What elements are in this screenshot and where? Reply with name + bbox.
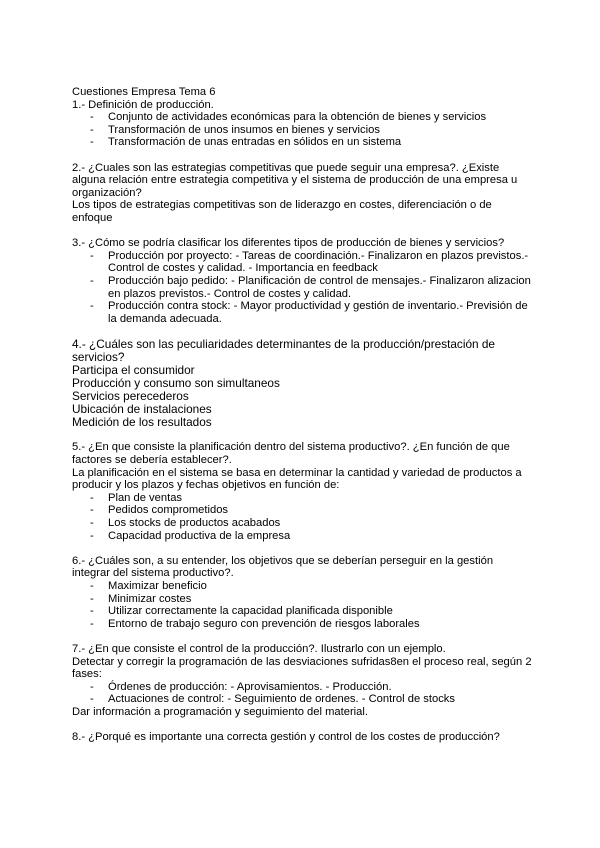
list-item: - Los stocks de productos acabados [72,517,534,530]
list-item: - Producción bajo pedido: - Planificación de control de mensajes.- Finalizaron alizacion en plazos previstos.- Control de costes y calidad. [72,275,534,300]
q3-list [72,250,534,326]
document-body [72,86,534,744]
list-item: - Utilizar correctamente la capacidad planificada disponible [72,605,534,618]
question-2: 2.- ¿Cuales son las estrategias competitivas que puede seguir una empresa?. ¿Existe alguna relación entre estrategia competitiva y el sistema de producción de una empresa u organización? [72,161,518,199]
answer-7: Detectar y corregir la programación de las desviaciones sufridas8en el proceso real, según 2 fases: [72,655,532,681]
question-7: 7.- ¿En que consiste el control de la producción?. Ilustrarlo con un ejemplo. [72,642,446,655]
list-item: - Minimizar costes [72,593,534,606]
list-item: - Entorno de trabajo seguro con prevención de riesgos laborales [72,618,534,631]
answer-4-line: Ubicación de instalaciones [72,401,212,416]
list-item: - Actuaciones de control: - Seguimiento de ordenes. - Control de stocks [72,693,534,706]
answer-5: La planificación en el sistema se basa en determinar la cantidad y variedad de productos a producir y los plazos y fechas objetivos en función de: [72,466,522,492]
list-item: - Órdenes de producción: - Aprovisamientos. - Producción. [72,681,534,694]
answer-4-line: Medición de los resultados [72,414,212,429]
answer-2: Los tipos de estrategias competitivas son de liderazgo en costes, diferenciación o de enfoque [72,199,492,224]
question-5: 5.- ¿En que consiste la planificación dentro del sistema productivo?. ¿En función de que factores se debería establecer?. [72,441,510,467]
q6-list [72,580,534,630]
list-item: - Maximizar beneficio [72,580,534,593]
list-item: - Plan de ventas [72,492,534,505]
question-6: 6.- ¿Cuáles son, a su entender, los objetivos que se deberían perseguir en la gestión integrar del sistema productivo?. [72,554,494,580]
list-item: - Producción por proyecto: - Tareas de coordinación.- Finalizaron en plazos previstos.- Control de costes y calidad. - Importancia en feedback [72,250,534,275]
question-4: 4.- ¿Cuáles son las peculiaridades determinantes de la producción/prestación de servicios? [72,336,495,364]
q1-list [72,111,534,149]
question-8: 8.- ¿Porqué es importante una correcta gestión y control de los costes de producción? [72,731,500,744]
answer-4-line: Servicios perecederos [72,388,189,403]
list-item: - Producción contra stock: - Mayor productividad y gestión de inventario.- Previsión de la demanda adecuada. [72,300,534,325]
list-item: - Transformación de unas entradas en sólidos en un sistema [72,136,534,149]
answer-4-line: Participa el consumidor [72,362,195,377]
answer-4-line: Producción y consumo son simultaneos [72,375,280,390]
q7-list [72,681,534,706]
list-item: - Capacidad productiva de la empresa [72,530,534,543]
list-item: - Conjunto de actividades económicas para la obtención de bienes y servicios [72,111,534,124]
question-1: 1.- Definición de producción. [72,98,214,111]
answer-7-closing: Dar información a programación y seguimiento del material. [72,705,368,718]
document-title: Cuestiones Empresa Tema 6 [72,86,216,98]
q5-list [72,492,534,542]
list-item: - Pedidos comprometidos [72,504,534,517]
list-item: - Transformación de unos insumos en bienes y servicios [72,124,534,137]
question-3: 3.- ¿Cómo se podría clasificar los diferentes tipos de producción de bienes y servicios? [72,237,505,250]
